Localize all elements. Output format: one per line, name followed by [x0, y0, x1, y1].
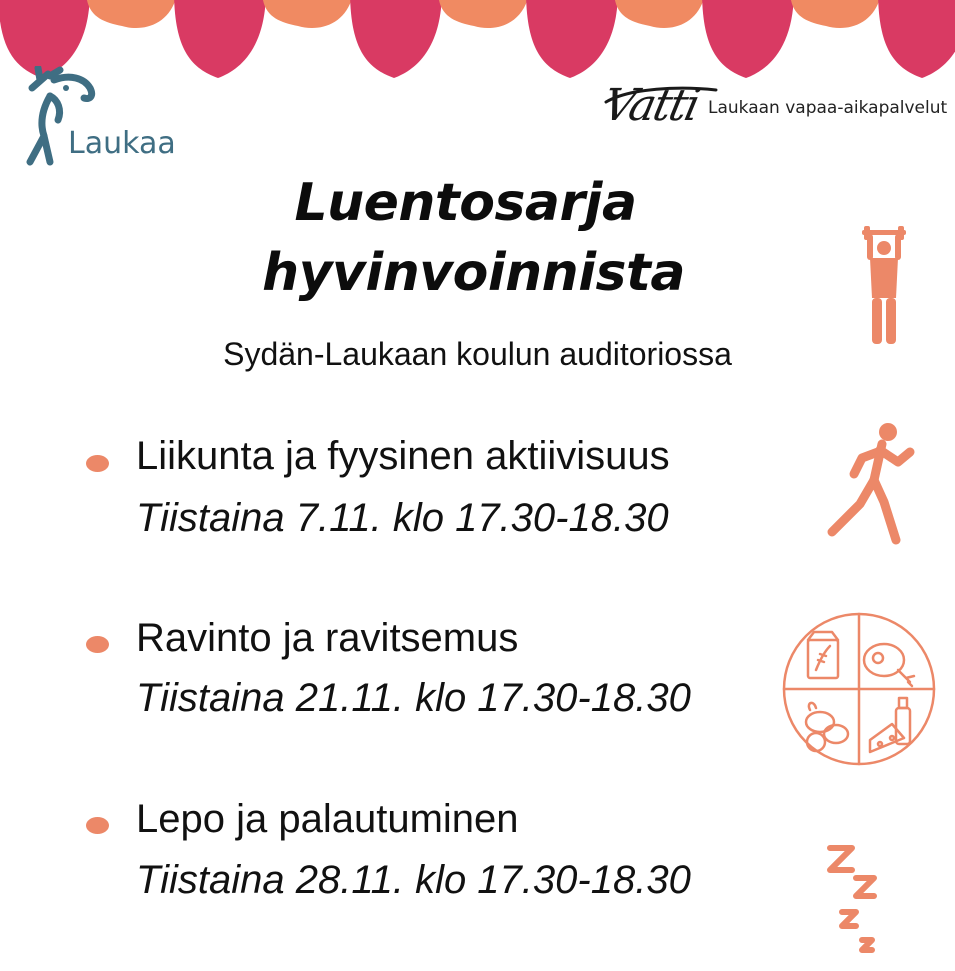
item-time: Tiistaina 7.11. klo 17.30-18.30 — [136, 496, 669, 540]
item-time: Tiistaina 21.11. klo 17.30-18.30 — [136, 676, 691, 720]
petal-shape — [526, 0, 618, 78]
food-plate-icon — [780, 610, 938, 768]
item-label: Liikunta ja fyysinen aktiivisuus — [136, 434, 670, 478]
petal-shape — [350, 0, 442, 78]
petal-shape — [702, 0, 794, 78]
laukaa-logo-text: Laukaa — [68, 126, 176, 161]
item-label: Ravinto ja ravitsemus — [136, 616, 519, 660]
subtitle: Sydän-Laukaan koulun auditoriossa — [223, 336, 732, 372]
petal-shape — [878, 0, 955, 78]
petal-shape — [438, 0, 530, 28]
vatti-wordmark: Vatti — [598, 80, 703, 131]
bullet-dot — [86, 636, 109, 653]
vatti-tagline: Laukaan vapaa-aikapalvelut — [708, 98, 948, 118]
runner-icon — [824, 422, 916, 546]
item-time: Tiistaina 28.11. klo 17.30-18.30 — [136, 858, 691, 902]
petal-shape — [262, 0, 354, 28]
petal-shape — [86, 0, 178, 28]
page-title-line-1: Luentosarja — [294, 173, 637, 233]
petal-shape — [614, 0, 706, 28]
bullet-dot — [86, 817, 109, 834]
item-label: Lepo ja palautuminen — [136, 797, 519, 841]
sleep-zzz-icon — [822, 836, 886, 960]
bullet-dot — [86, 455, 109, 472]
weightlifter-icon — [858, 226, 910, 350]
petal-shape — [790, 0, 882, 28]
page-title-line-2: hyvinvoinnista — [262, 243, 685, 303]
